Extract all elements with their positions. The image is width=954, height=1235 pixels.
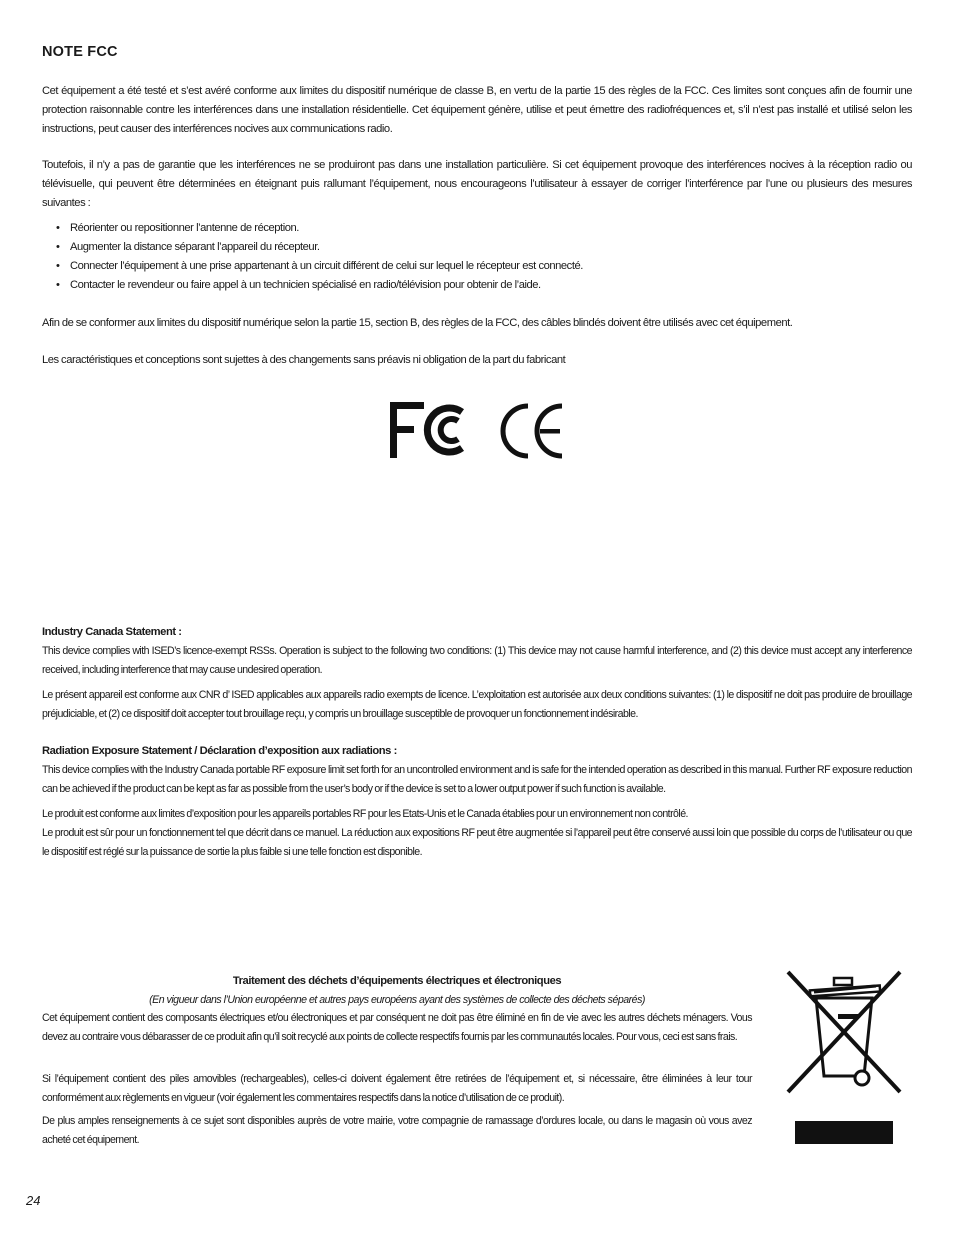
ce-mark-icon [498,400,568,462]
fcc-paragraph-2: Toutefois, il n’y a pas de garantie que les interférences ne se produiront pas dans une installation particulière. Si cet équipement provoque des interférences nocives à la réception radio ou télévisuelle, qui peuvent être déterminées en éteignant puis rallumant l’équipement, nous encourageons l’utilisateur à essayer de corriger l’interférence par l’une ou plusieurs des mesures suivantes : [42,159,912,209]
industry-canada-en: This device complies with ISED’s licence-exempt RSSs. Operation is subject to the following two conditions: (1) This device may not cause harmful interference, and (2) this device must accept any interference received, including interference that may cause undesired operation. [42,645,912,677]
list-item-text: Réorienter ou repositionner l’antenne de réception. [70,222,299,234]
list-item [42,257,912,276]
radiation-exposure-en: This device complies with the Industry Canada portable RF exposure limit set forth for an uncontrolled environment and is safe for the intended operation as described in this manual. Further RF exposure reduction can be achieved if the product can be kept as far as possible from the user’s body or if the device is set to a lower output power if such function is available. [42,764,912,796]
list-item-text: Augmenter la distance séparant l’appareil du récepteur. [70,241,320,253]
list-item [42,276,912,295]
list-item [42,238,912,257]
weee-black-bar [795,1121,893,1144]
list-item-text: Contacter le revendeur ou faire appel à un technicien spécialisé en radio/télévision pour obtenir de l’aide. [70,279,541,291]
bullet-icon: • [56,279,60,291]
radiation-exposure-fr-1: Le produit est conforme aux limites d’exposition pour les appareils portables RF pour les Etats-Unis et le Canada établies pour un environnement non contrôlé. [42,808,688,820]
page-number: 24 [26,1193,41,1208]
radiation-exposure-title: Radiation Exposure Statement / Déclaration d’exposition aux radiations : [42,745,397,757]
fcc-paragraph-4: Les caractéristiques et conceptions sont sujettes à des changements sans préavis ni obligation de la part du fabricant [42,354,566,366]
bullet-icon: • [56,241,60,253]
weee-paragraph-1: Cet équipement contient des composants électriques et/ou électroniques et par conséquent ne doit pas être éliminé en fin de vie avec les autres déchets ménagers. Vous devez au contraire vous débarasser de ce produit afin qu’il soit recyclé aux points de collecte respectifs fournis par les communautés locales. Pour vous, ceci est sans frais. [42,1012,752,1044]
list-item-text: Connecter l’équipement à une prise appartenant à un circuit différent de celui sur lequel le récepteur est connecté. [70,260,583,272]
weee-paragraph-2: Si l’équipement contient des piles amovibles (rechargeables), celles-ci doivent également être retirées de l’équipement et, si nécessaire, être éliminées à leur tour conformément aux règlements en vigueur (voir également les commentaires respectifs dans la notice d’utilisation de ce produit). [42,1073,752,1105]
bullet-icon: • [56,260,60,272]
fcc-measures-list [42,219,912,295]
bullet-icon: • [56,222,60,234]
radiation-exposure-fr-2: Le produit est sûr pour un fonctionnement tel que décrit dans ce manuel. La réduction aux expositions RF peut être augmentée si l’appareil peut être conservé aussi loin que possible du corps de l’utilisateur ou que le dispositif est réglé sur la puissance de sortie la plus faible si une telle fonction est disponible. [42,827,912,859]
fcc-paragraph-3: Afin de se conformer aux limites du dispositif numérique selon la partie 15, section B, des règles de la FCC, des câbles blindés doivent être utilisés avec cet équipement. [42,317,793,329]
industry-canada-fr: Le présent appareil est conforme aux CNR d’ ISED applicables aux appareils radio exempts de licence. L’exploitation est autorisée aux deux conditions suivantes: (1) le dispositif ne doit pas produire de brouillage préjudiciable, et (2) ce dispositif doit accepter tout brouillage reçu, y compris un brouillage susceptible de provoquer un fonctionnement indésirable. [42,689,912,721]
list-item [42,219,912,238]
fcc-note-title: NOTE FCC [42,44,118,60]
weee-title: Traitement des déchets d’équipements électriques et électroniques [232,975,562,987]
crossed-out-wheelie-bin-icon [784,968,904,1098]
fcc-paragraph-1: Cet équipement a été testé et s’est avéré conforme aux limites du dispositif numérique de classe B, en vertu de la partie 15 des règles de la FCC. Ces limites sont conçues afin de fournir une protection raisonnable contre les interférences dans une installation résidentielle. Cet équipement génère, utilise et peut émettre des radiofréquences et, s’il n’est pas installé et utilisé selon les instructions, peut causer des interférences nocives aux communications radio. [42,85,912,135]
industry-canada-title: Industry Canada Statement : [42,626,182,638]
certification-logos [388,400,568,462]
weee-paragraph-3: De plus amples renseignements à ce sujet sont disponibles auprès de votre mairie, votre compagnie de ramassage d’ordures locale, ou dans le magasin où vous avez acheté cet équipement. [42,1115,752,1147]
weee-subtitle: (En vigueur dans l’Union européenne et autres pays européens ayant des systèmes de collecte des déchets séparés) [149,994,645,1006]
